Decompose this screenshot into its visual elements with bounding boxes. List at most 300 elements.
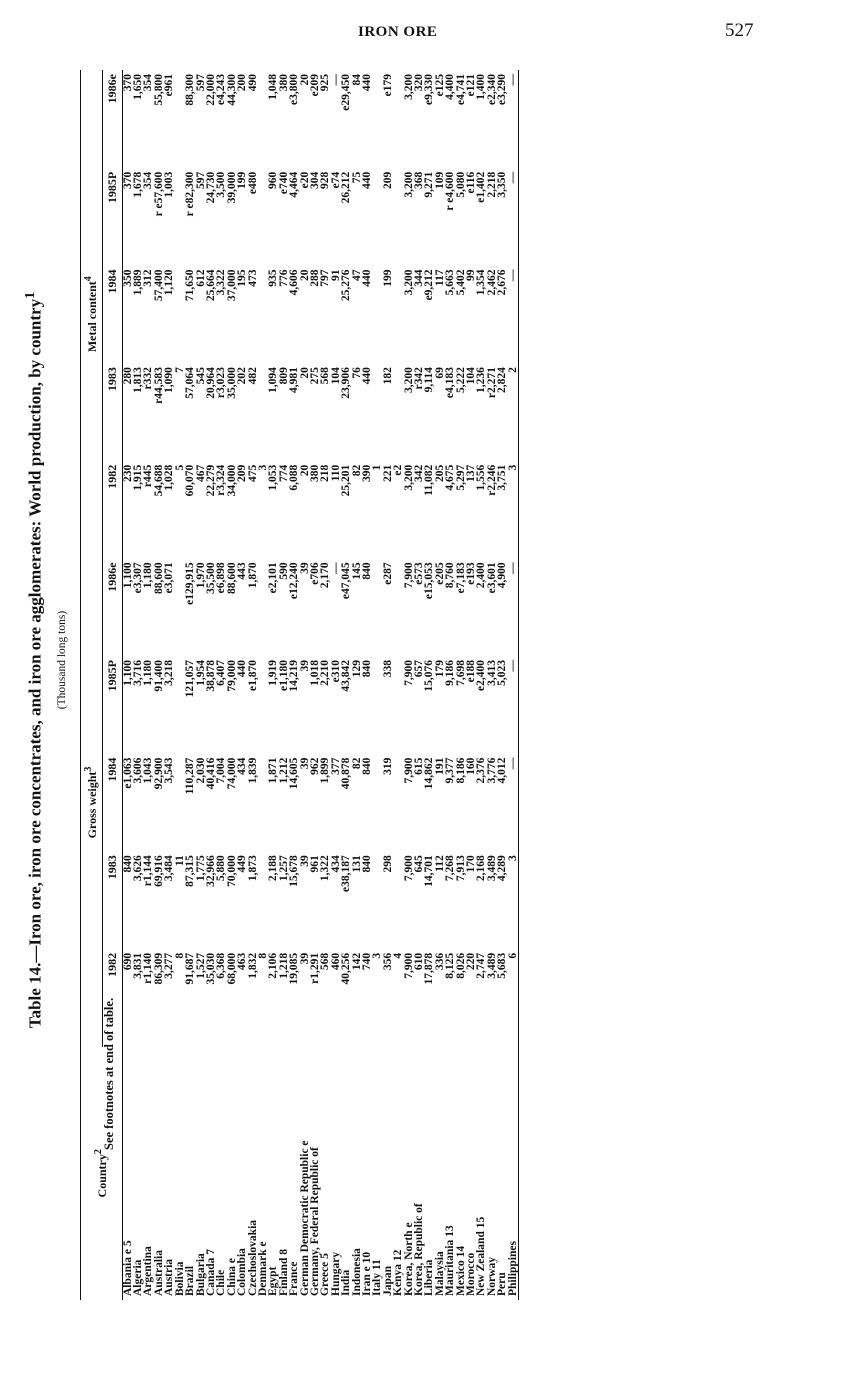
gross-weight-cell: 43,842 [340,660,353,692]
gross-weight-cell: 9,186 [444,660,457,686]
gross-weight-cell: 8 [173,952,186,959]
gross-weight-cell: 6,368 [215,952,228,979]
metal-year-header: 1982 [102,461,122,559]
metal-content-cell: 20,964 [204,367,217,399]
gross-weight-cell: 8,760 [444,562,457,589]
country-cell: Bolivia [173,1261,186,1296]
gross-weight-cell: 68,000 [225,952,238,985]
metal-content-cell: 3 [506,464,519,471]
gross-weight-cell: 7,268 [444,855,457,882]
metal-content-cell: 3,200 [402,464,415,491]
metal-content-group-header: Metal content$^4$ [80,70,102,558]
metal-content-cell: e125 [433,74,446,97]
gross-weight-cell: e1,180 [277,660,290,691]
country-column-header: Country$^2$ [80,1047,122,1300]
metal-content-cell: 288 [308,269,321,287]
gross-weight-cell: e573 [413,562,426,585]
gross-weight-cell: 3,484 [163,855,176,882]
metal-content-cell: 60,070 [184,464,197,497]
gross-year-header: 1984 [102,754,122,852]
gross-weight-cell: 7,900 [402,562,415,589]
metal-content-cell: 1,678 [132,171,145,198]
gross-weight-cell: 336 [433,952,446,971]
country-cell: Canada 7 [204,1249,217,1296]
metal-content-cell: 545 [194,367,207,385]
gross-weight-cell: 220 [465,952,478,971]
country-cell: Indonesia [350,1248,363,1296]
gross-weight-cell: 1,018 [308,660,321,686]
gross-weight-cell: 40,256 [340,952,353,985]
gross-weight-cell: 3 [371,952,384,959]
gross-weight-cell: 14,605 [288,757,301,790]
table-row [185,70,195,1300]
metal-content-cell: 35,000 [225,367,238,399]
metal-content-cell: 1,090 [163,367,176,393]
gross-weight-cell: 1,873 [246,855,259,882]
gross-weight-cell: 4,289 [496,855,509,882]
gross-weight-cell: e3,071 [163,562,176,594]
gross-weight-cell: 88,600 [152,562,165,594]
metal-content-cell: 5,663 [444,269,457,296]
metal-content-cell: r342 [413,367,426,390]
country-cell: China e [225,1257,238,1296]
table-row [362,70,372,1300]
metal-content-cell: 1,889 [132,269,145,296]
gross-weight-cell: 1,043 [142,757,155,784]
table-row [404,70,414,1300]
metal-content-cell: e20 [298,171,311,189]
metal-content-cell: 390 [361,464,373,482]
metal-content-cell: 370 [121,74,134,92]
gross-weight-cell: 91,687 [184,952,197,985]
table-title-footnote-mark: 1 [22,291,38,299]
gross-weight-cell: 338 [381,660,394,678]
gross-weight-cell: — [506,757,519,770]
gross-weight-cell: 8,026 [454,952,467,979]
metal-content-cell: 199 [236,171,249,190]
gross-weight-cell: 131 [350,855,363,873]
country-cell: Austria [163,1258,176,1296]
gross-weight-cell: 35,030 [204,952,217,985]
metal-content-cell: 4,400 [444,74,457,100]
metal-content-cell: 809 [277,367,290,385]
metal-content-cell: 25,276 [340,269,353,302]
metal-content-cell: — [506,171,519,184]
metal-content-cell: 370 [121,171,134,190]
gross-weight-cell: e3,601 [485,562,498,594]
metal-content-cell: 75 [350,171,363,184]
metal-content-cell: 26,212 [340,171,353,204]
gross-weight-cell: 449 [236,855,249,873]
gross-weight-cell: 4,900 [496,562,509,589]
gross-weight-group-header: Gross weight$^3$ [80,558,102,1046]
gross-weight-cell: 298 [381,855,394,873]
metal-content-cell: 928 [319,171,332,190]
gross-weight-cell: e205 [433,562,446,585]
metal-content-cell: 440 [361,269,373,287]
gross-weight-cell: 2,168 [475,855,488,882]
gross-weight-cell: 88,600 [225,562,238,594]
metal-content-cell: 3 [256,464,269,471]
table-row [341,70,351,1300]
metal-content-cell: e179 [381,74,394,97]
metal-content-cell: 440 [361,74,373,92]
gross-weight-cell: 5,023 [496,660,509,686]
metal-content-cell: e961 [163,74,176,97]
country-cell: Czechoslovakia [246,1219,259,1296]
gross-weight-cell: 6,407 [215,660,228,686]
gross-weight-cell: 3,716 [132,660,145,686]
metal-content-cell: 1,028 [163,464,176,491]
gross-weight-cell: 1,322 [319,855,332,882]
country-cell: Brazil [184,1265,197,1296]
country-cell: Bulgaria [194,1253,207,1296]
metal-content-cell: 612 [194,269,207,287]
gross-weight-cell: 2,747 [475,952,488,979]
gross-weight-cell: 14,862 [423,757,436,790]
metal-content-cell: r2,246 [485,464,498,496]
metal-content-cell: e121 [465,74,478,97]
gross-weight-cell: 15,678 [288,855,301,887]
gross-weight-cell: 1,257 [277,855,290,882]
gross-weight-cell: 5,683 [496,952,509,979]
metal-content-cell: 935 [267,269,280,287]
metal-content-cell: — [506,269,519,281]
gross-weight-cell: 440 [236,660,249,678]
gross-weight-cell: 1,839 [246,757,259,784]
gross-weight-cell: 3,218 [163,660,176,686]
metal-content-cell: r e57,600 [152,171,165,217]
gross-weight-cell: 7,900 [402,660,415,686]
metal-content-cell: 230 [121,464,134,482]
country-cell: Morocco [465,1252,478,1296]
gross-weight-cell: 121,057 [184,660,197,698]
gross-weight-cell: 3,776 [485,757,498,784]
table-footnote: See footnotes at end of table. [102,997,116,1150]
metal-content-cell: 6,088 [288,464,301,491]
table-row [456,70,466,1300]
metal-content-cell: e740 [277,171,290,195]
gross-weight-cell: e2,400 [475,660,488,691]
metal-content-cell: 9,114 [423,367,436,393]
gross-weight-cell: 610 [413,952,426,971]
metal-content-cell: 88,300 [184,74,197,106]
metal-content-cell: 110 [329,464,342,482]
gross-weight-cell: 1,218 [277,952,290,979]
metal-content-cell: 34,000 [225,464,238,497]
gross-weight-cell: 1,954 [194,660,207,686]
metal-content-cell: 25,664 [204,269,217,302]
metal-content-cell: 320 [413,74,426,92]
metal-content-cell: e3,800 [288,74,301,105]
metal-content-cell: 467 [194,464,207,482]
metal-content-cell: 109 [433,171,446,190]
gross-weight-cell: 35,500 [204,562,217,594]
gross-weight-cell: — [329,562,342,574]
metal-content-cell: 71,650 [184,269,197,302]
table-row [248,70,258,1300]
metal-content-cell: 776 [277,269,290,287]
country-cell: Colombia [236,1248,249,1296]
gross-weight-cell: 5,880 [215,855,228,882]
gross-weight-cell: e7,183 [454,562,467,594]
gross-weight-cell: 319 [381,757,394,775]
gross-weight-cell: 39 [298,855,311,867]
country-cell: Liberia [423,1259,436,1296]
metal-content-cell: 20 [298,74,311,86]
gross-weight-cell: 19,085 [288,952,301,985]
table-row [424,70,434,1300]
gross-weight-cell: 82 [350,757,363,770]
gross-weight-cell: e1,063 [121,757,134,789]
metal-content-cell: r332 [142,367,155,390]
metal-content-cell: r e82,300 [184,171,197,217]
gross-weight-cell: 8,125 [444,952,457,979]
gross-weight-cell: 87,315 [184,855,197,887]
gross-weight-cell: 40,878 [340,757,353,790]
metal-content-cell: 82 [350,464,363,477]
gross-weight-cell: 40,416 [204,757,217,790]
table-row [508,70,519,1300]
metal-content-cell: 342 [413,464,426,482]
gross-year-header: 1983 [102,851,122,949]
metal-content-cell: 55,800 [152,74,165,106]
table-subtitle: (Thousand long tons) [55,610,68,710]
country-cell: Korea, North e [402,1222,415,1296]
metal-content-cell: 597 [194,171,207,190]
metal-content-cell: e74 [329,171,342,189]
metal-content-cell: e4,243 [215,74,228,105]
metal-content-cell: r2,271 [485,367,498,399]
metal-content-cell: 2,676 [496,269,509,296]
table-row [227,70,237,1300]
metal-content-cell: 1,915 [132,464,145,491]
metal-content-cell: 304 [308,171,321,190]
country-cell: Korea, Republic of [413,1203,426,1296]
gross-weight-cell: e193 [465,562,478,585]
metal-content-cell: 4,464 [288,171,301,198]
gross-weight-cell: 1,871 [267,757,280,784]
gross-weight-cell: 7,698 [454,660,467,686]
metal-content-cell: 3,200 [402,74,415,100]
metal-content-cell: r e4,600 [444,171,457,211]
metal-content-cell: 2,462 [485,269,498,296]
gross-weight-cell: 7,900 [402,952,415,979]
metal-content-cell: 568 [319,367,332,385]
gross-weight-cell: e38,187 [340,855,353,893]
metal-content-cell: 473 [246,269,259,287]
metal-content-cell: 84 [350,74,363,86]
metal-content-cell: e480 [246,171,259,195]
gross-weight-cell: 1,180 [142,660,155,686]
metal-content-cell: 1,556 [475,464,488,491]
metal-content-cell: 104 [465,367,478,385]
metal-content-cell: r3,023 [215,367,228,399]
gross-weight-cell: e1,870 [246,660,259,691]
gross-weight-cell: — [506,562,519,574]
gross-weight-cell: 1,100 [121,660,134,686]
gross-weight-cell: 1,527 [194,952,207,979]
metal-content-cell: 275 [308,367,321,385]
metal-content-cell: 39,000 [225,171,238,204]
metal-content-cell: 354 [142,74,155,92]
gross-weight-cell: 179 [433,660,446,678]
gross-weight-cell: e310 [329,660,342,683]
gross-weight-cell: 1,212 [277,757,290,784]
metal-content-cell: e2 [392,464,405,476]
gross-weight-cell: 3,543 [163,757,176,784]
gross-year-header: 1986e [102,558,122,656]
metal-content-cell: 380 [277,74,290,92]
table-row [352,70,362,1300]
country-cell: Iran e 10 [361,1251,373,1296]
country-cell: Algeria [132,1259,145,1296]
gross-weight-cell: 1,970 [194,562,207,589]
gross-weight-cell: 615 [413,757,426,775]
metal-content-cell: 91 [329,269,342,281]
metal-content-cell: 20 [298,367,311,379]
country-cell: Hungary [329,1251,342,1296]
metal-content-cell: e9,330 [423,74,436,105]
gross-weight-cell: 3,489 [485,952,498,979]
gross-weight-cell: 129 [350,660,363,678]
metal-content-cell: 2 [506,367,519,373]
metal-content-cell: 1,813 [132,367,145,393]
country-cell: New Zealand 15 [475,1216,488,1296]
production-table [80,70,521,1300]
metal-content-cell: e9,212 [423,269,436,301]
metal-content-cell: 280 [121,367,134,385]
metal-content-cell: 5,297 [454,464,467,491]
metal-content-cell: 1,354 [475,269,488,296]
gross-weight-cell: 840 [121,855,134,873]
metal-content-cell: 3,200 [402,367,415,393]
country-cell: German Democratic Republic e [298,1140,311,1296]
gross-weight-cell: 377 [329,757,342,775]
metal-content-cell: 1 [371,464,384,471]
metal-content-cell: 925 [319,74,332,92]
metal-content-cell: 22,000 [204,74,217,106]
gross-weight-cell: 6 [506,952,519,959]
gross-weight-cell: 1,919 [267,660,280,686]
gross-weight-cell: e706 [308,562,321,585]
gross-weight-cell: 443 [236,562,249,580]
gross-weight-cell: 1,775 [194,855,207,882]
gross-year-header: 1982 [102,949,122,1047]
metal-year-header: 1983 [102,363,122,461]
running-header-title: IRON ORE [358,24,438,40]
metal-content-cell: 4,981 [288,367,301,393]
gross-weight-cell: 3,626 [132,855,145,882]
metal-year-header: 1986e [102,70,122,168]
country-cell: Kenya 12 [392,1249,405,1296]
metal-content-cell: e209 [308,74,321,97]
country-cell: Japan [381,1265,394,1296]
metal-content-cell: 490 [246,74,259,92]
metal-content-cell: 1,236 [475,367,488,393]
table-title: Table 14.—Iron ore, iron ore concentrates, and iron ore agglomerates: World production, by country [25,298,45,1029]
metal-content-cell: 774 [277,464,290,482]
gross-weight-cell: 645 [413,855,426,873]
table-row [289,70,299,1300]
metal-content-cell: 797 [319,269,332,287]
metal-content-cell: 11,082 [423,464,436,496]
gross-weight-cell: — [506,660,519,672]
gross-weight-cell: 2,210 [319,660,332,686]
metal-content-cell: 20 [298,269,311,281]
gross-weight-cell: 840 [361,757,373,775]
gross-weight-cell: 3,277 [163,952,176,979]
metal-content-cell: 3,751 [496,464,509,491]
gross-weight-cell: 39 [298,660,311,672]
gross-weight-cell: 70,000 [225,855,238,887]
gross-weight-cell: 170 [465,855,478,873]
page-number: 527 [725,20,754,41]
metal-content-cell: — [329,74,342,86]
metal-content-cell: 440 [361,367,373,385]
metal-content-cell: 5,222 [454,367,467,393]
metal-content-cell: 440 [361,171,373,190]
gross-weight-cell: 15,076 [423,660,436,692]
gross-weight-cell: 840 [361,562,373,580]
metal-content-cell: 5,402 [454,269,467,296]
table-row [383,70,393,1300]
metal-content-cell: e116 [465,171,478,194]
table-row [497,70,507,1300]
gross-weight-cell: 74,000 [225,757,238,790]
country-cell: Mauritania 13 [444,1225,457,1296]
table-row [372,70,382,1300]
metal-content-cell: 200 [236,74,249,92]
gross-weight-cell: 17,878 [423,952,436,985]
metal-content-cell: — [506,74,519,86]
metal-content-cell: 1,650 [132,74,145,100]
metal-content-cell: e2,340 [485,74,498,105]
gross-weight-cell: 3,489 [485,855,498,882]
gross-weight-cell: 690 [121,952,134,971]
metal-content-cell: 2,218 [485,171,498,198]
gross-weight-cell: 92,900 [152,757,165,790]
gross-weight-cell: 1,180 [142,562,155,589]
metal-content-cell: e4,183 [444,367,457,399]
gross-weight-cell: 79,000 [225,660,238,692]
metal-content-cell: 44,300 [225,74,238,106]
metal-year-header: 1985P [102,168,122,266]
metal-content-cell: 350 [121,269,134,287]
metal-content-cell: 3,200 [402,171,415,198]
gross-weight-cell: e15,053 [423,562,436,600]
metal-content-cell: r445 [142,464,155,488]
gross-weight-cell: 840 [361,660,373,678]
gross-weight-cell: 8 [256,952,269,959]
metal-content-cell: 209 [236,464,249,482]
metal-content-cell: 3,500 [215,171,228,198]
metal-content-cell: 3,350 [496,171,509,198]
gross-weight-cell: r1,140 [142,952,155,984]
gross-weight-cell: 7,900 [402,855,415,882]
gross-weight-cell: 2,400 [475,562,488,589]
gross-weight-cell: 112 [433,855,446,872]
gross-weight-cell: 32,966 [204,855,217,887]
gross-weight-cell: 4 [392,952,405,959]
metal-content-cell: 482 [246,367,259,385]
metal-content-cell: e3,290 [496,74,509,105]
gross-weight-cell: 39 [298,562,311,574]
metal-content-cell: 182 [381,367,394,385]
metal-content-cell: 221 [381,464,394,482]
gross-weight-cell: 1,899 [319,757,332,784]
metal-content-cell: 368 [413,171,426,190]
